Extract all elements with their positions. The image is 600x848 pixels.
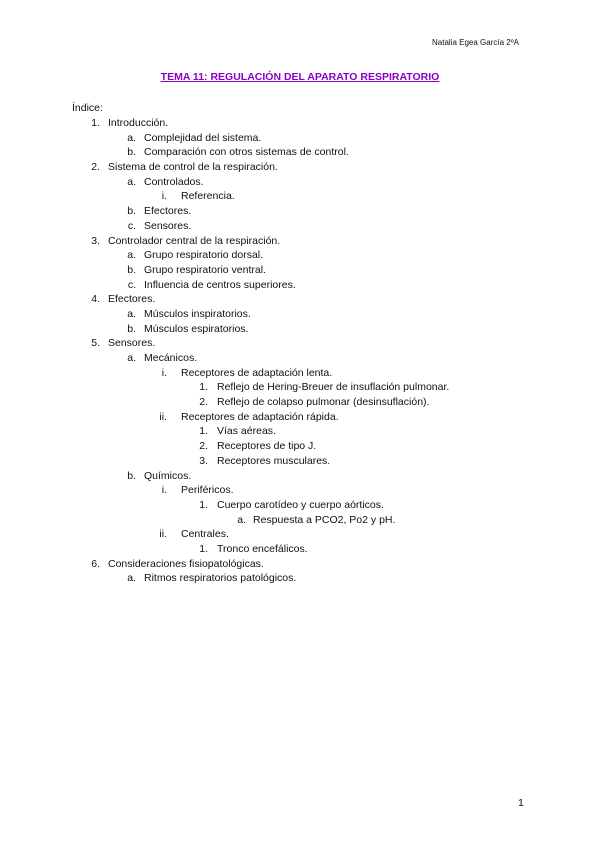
toc-item-text: Ritmos respiratorios patológicos. — [144, 572, 297, 585]
toc-item — [0, 424, 600, 439]
toc-item-text: Comparación con otros sistemas de control. — [144, 146, 349, 159]
toc-item-marker: b. — [127, 263, 136, 276]
toc-item-marker: 5. — [91, 337, 100, 350]
toc-item-text: Receptores musculares. — [217, 454, 331, 467]
toc-item — [0, 131, 600, 146]
toc-item-marker: i. — [161, 484, 167, 497]
toc-item-text: Controlados. — [144, 175, 204, 188]
toc-item-text: Químicos. — [144, 469, 192, 482]
toc-item-text: Influencia de centros superiores. — [144, 278, 296, 291]
toc-item-marker: a. — [127, 307, 136, 320]
toc-item-text: Introducción. — [108, 117, 169, 129]
toc-item-text: Sensores. — [144, 219, 192, 232]
toc-item — [0, 366, 600, 381]
toc-item-text: Sistema de control de la respiración. — [108, 161, 278, 174]
toc-item-text: Respuesta a PCO2, Po2 y pH. — [253, 513, 396, 526]
toc-item-marker: i. — [161, 190, 167, 203]
toc-item-text: Músculos espiratorios. — [144, 322, 249, 335]
toc-item-text: Receptores de adaptación lenta. — [181, 366, 333, 379]
toc-item-text: Tronco encefálicos. — [217, 542, 308, 555]
toc-item-marker: 2. — [199, 396, 208, 409]
toc-item — [0, 160, 600, 175]
page-number: 1 — [518, 797, 524, 809]
toc-item — [0, 263, 600, 278]
toc-item-marker: a. — [127, 352, 136, 364]
toc-item-text: Grupo respiratorio ventral. — [144, 263, 266, 276]
toc-item-text: Reflejo de colapso pulmonar (desinsuflación). — [217, 396, 430, 409]
toc-item — [0, 189, 600, 204]
toc-item-marker: c. — [127, 278, 136, 291]
toc-item-marker: ii. — [159, 528, 167, 541]
toc-item — [0, 351, 600, 366]
toc-item — [0, 439, 600, 454]
page-title: TEMA 11: REGULACIÓN DEL APARATO RESPIRATORIO — [160, 71, 440, 83]
toc-item — [0, 410, 600, 425]
toc-item — [0, 234, 600, 249]
header-author: Natalia Egea García 2ºA — [432, 38, 519, 47]
toc-item — [0, 483, 600, 498]
toc-item — [0, 278, 600, 293]
toc-item-text: Vías aéreas. — [217, 425, 276, 438]
toc-item-marker: b. — [127, 146, 136, 159]
toc-item-text: Complejidad del sistema. — [144, 131, 262, 144]
toc-item-text: Periféricos. — [181, 484, 234, 497]
toc-item-marker: c. — [127, 219, 136, 232]
toc-item-text: Efectores. — [144, 205, 192, 218]
toc-item — [0, 248, 600, 263]
toc-item-marker: 3. — [199, 454, 208, 467]
toc-item-marker: b. — [127, 322, 136, 335]
toc-item — [0, 145, 600, 160]
toc-item-marker: b. — [127, 205, 136, 218]
toc-item-marker: 4. — [91, 293, 100, 306]
toc-item — [0, 454, 600, 469]
toc-item — [0, 498, 600, 513]
toc-item-marker: a. — [127, 249, 136, 262]
toc-item — [0, 527, 600, 542]
toc-item — [0, 395, 600, 410]
toc-item — [0, 175, 600, 190]
toc-item-marker: ii. — [159, 410, 167, 423]
toc-item-marker: a. — [127, 131, 136, 144]
toc-item-marker: 2. — [199, 440, 208, 453]
toc-item-marker: a. — [237, 513, 246, 526]
toc-item — [0, 116, 600, 131]
toc-item-marker: 1. — [199, 498, 208, 511]
toc-item-marker: 1. — [199, 425, 208, 438]
toc-item — [0, 571, 600, 586]
toc-item-marker: 1. — [199, 542, 208, 555]
toc-item-text: Sensores. — [108, 337, 156, 350]
toc-item-text: Cuerpo carotídeo y cuerpo aórticos. — [217, 498, 384, 511]
toc-item — [0, 292, 600, 307]
toc-item — [0, 322, 600, 337]
toc-item — [0, 557, 600, 572]
toc-item-marker: 1. — [91, 117, 100, 129]
toc-item-text: Receptores de tipo J. — [217, 440, 317, 453]
toc-item-marker: b. — [127, 469, 136, 482]
toc-item-marker: 2. — [91, 161, 100, 174]
toc-item — [0, 380, 600, 395]
toc-item — [0, 219, 600, 234]
toc-item-text: Controlador central de la respiración. — [108, 234, 281, 247]
toc-item — [0, 204, 600, 219]
index-label: Índice: — [72, 102, 103, 114]
toc-item-marker: 1. — [199, 381, 208, 394]
toc-item-text: Músculos inspiratorios. — [144, 307, 251, 320]
toc-item-text: Efectores. — [108, 293, 156, 306]
toc-item-text: Grupo respiratorio dorsal. — [144, 249, 264, 262]
toc-item-text: Mecánicos. — [144, 352, 198, 364]
toc-item — [0, 336, 600, 351]
toc-item-marker: 3. — [91, 234, 100, 247]
toc-item — [0, 307, 600, 322]
toc-item-text: Consideraciones fisiopatológicas. — [108, 557, 264, 570]
toc-item-text: Centrales. — [181, 528, 229, 541]
toc-item-marker: a. — [127, 572, 136, 585]
toc-item — [0, 469, 600, 484]
toc-item-marker: i. — [161, 366, 167, 379]
toc-item — [0, 513, 600, 528]
table-of-contents — [0, 116, 600, 586]
toc-item-marker: a. — [127, 175, 136, 188]
toc-item-marker: 6. — [91, 557, 100, 570]
toc-item-text: Receptores de adaptación rápida. — [181, 410, 339, 423]
toc-item-text: Referencia. — [181, 190, 235, 203]
toc-item-text: Reflejo de Hering-Breuer de insuflación pulmonar. — [217, 381, 450, 394]
toc-item — [0, 542, 600, 557]
